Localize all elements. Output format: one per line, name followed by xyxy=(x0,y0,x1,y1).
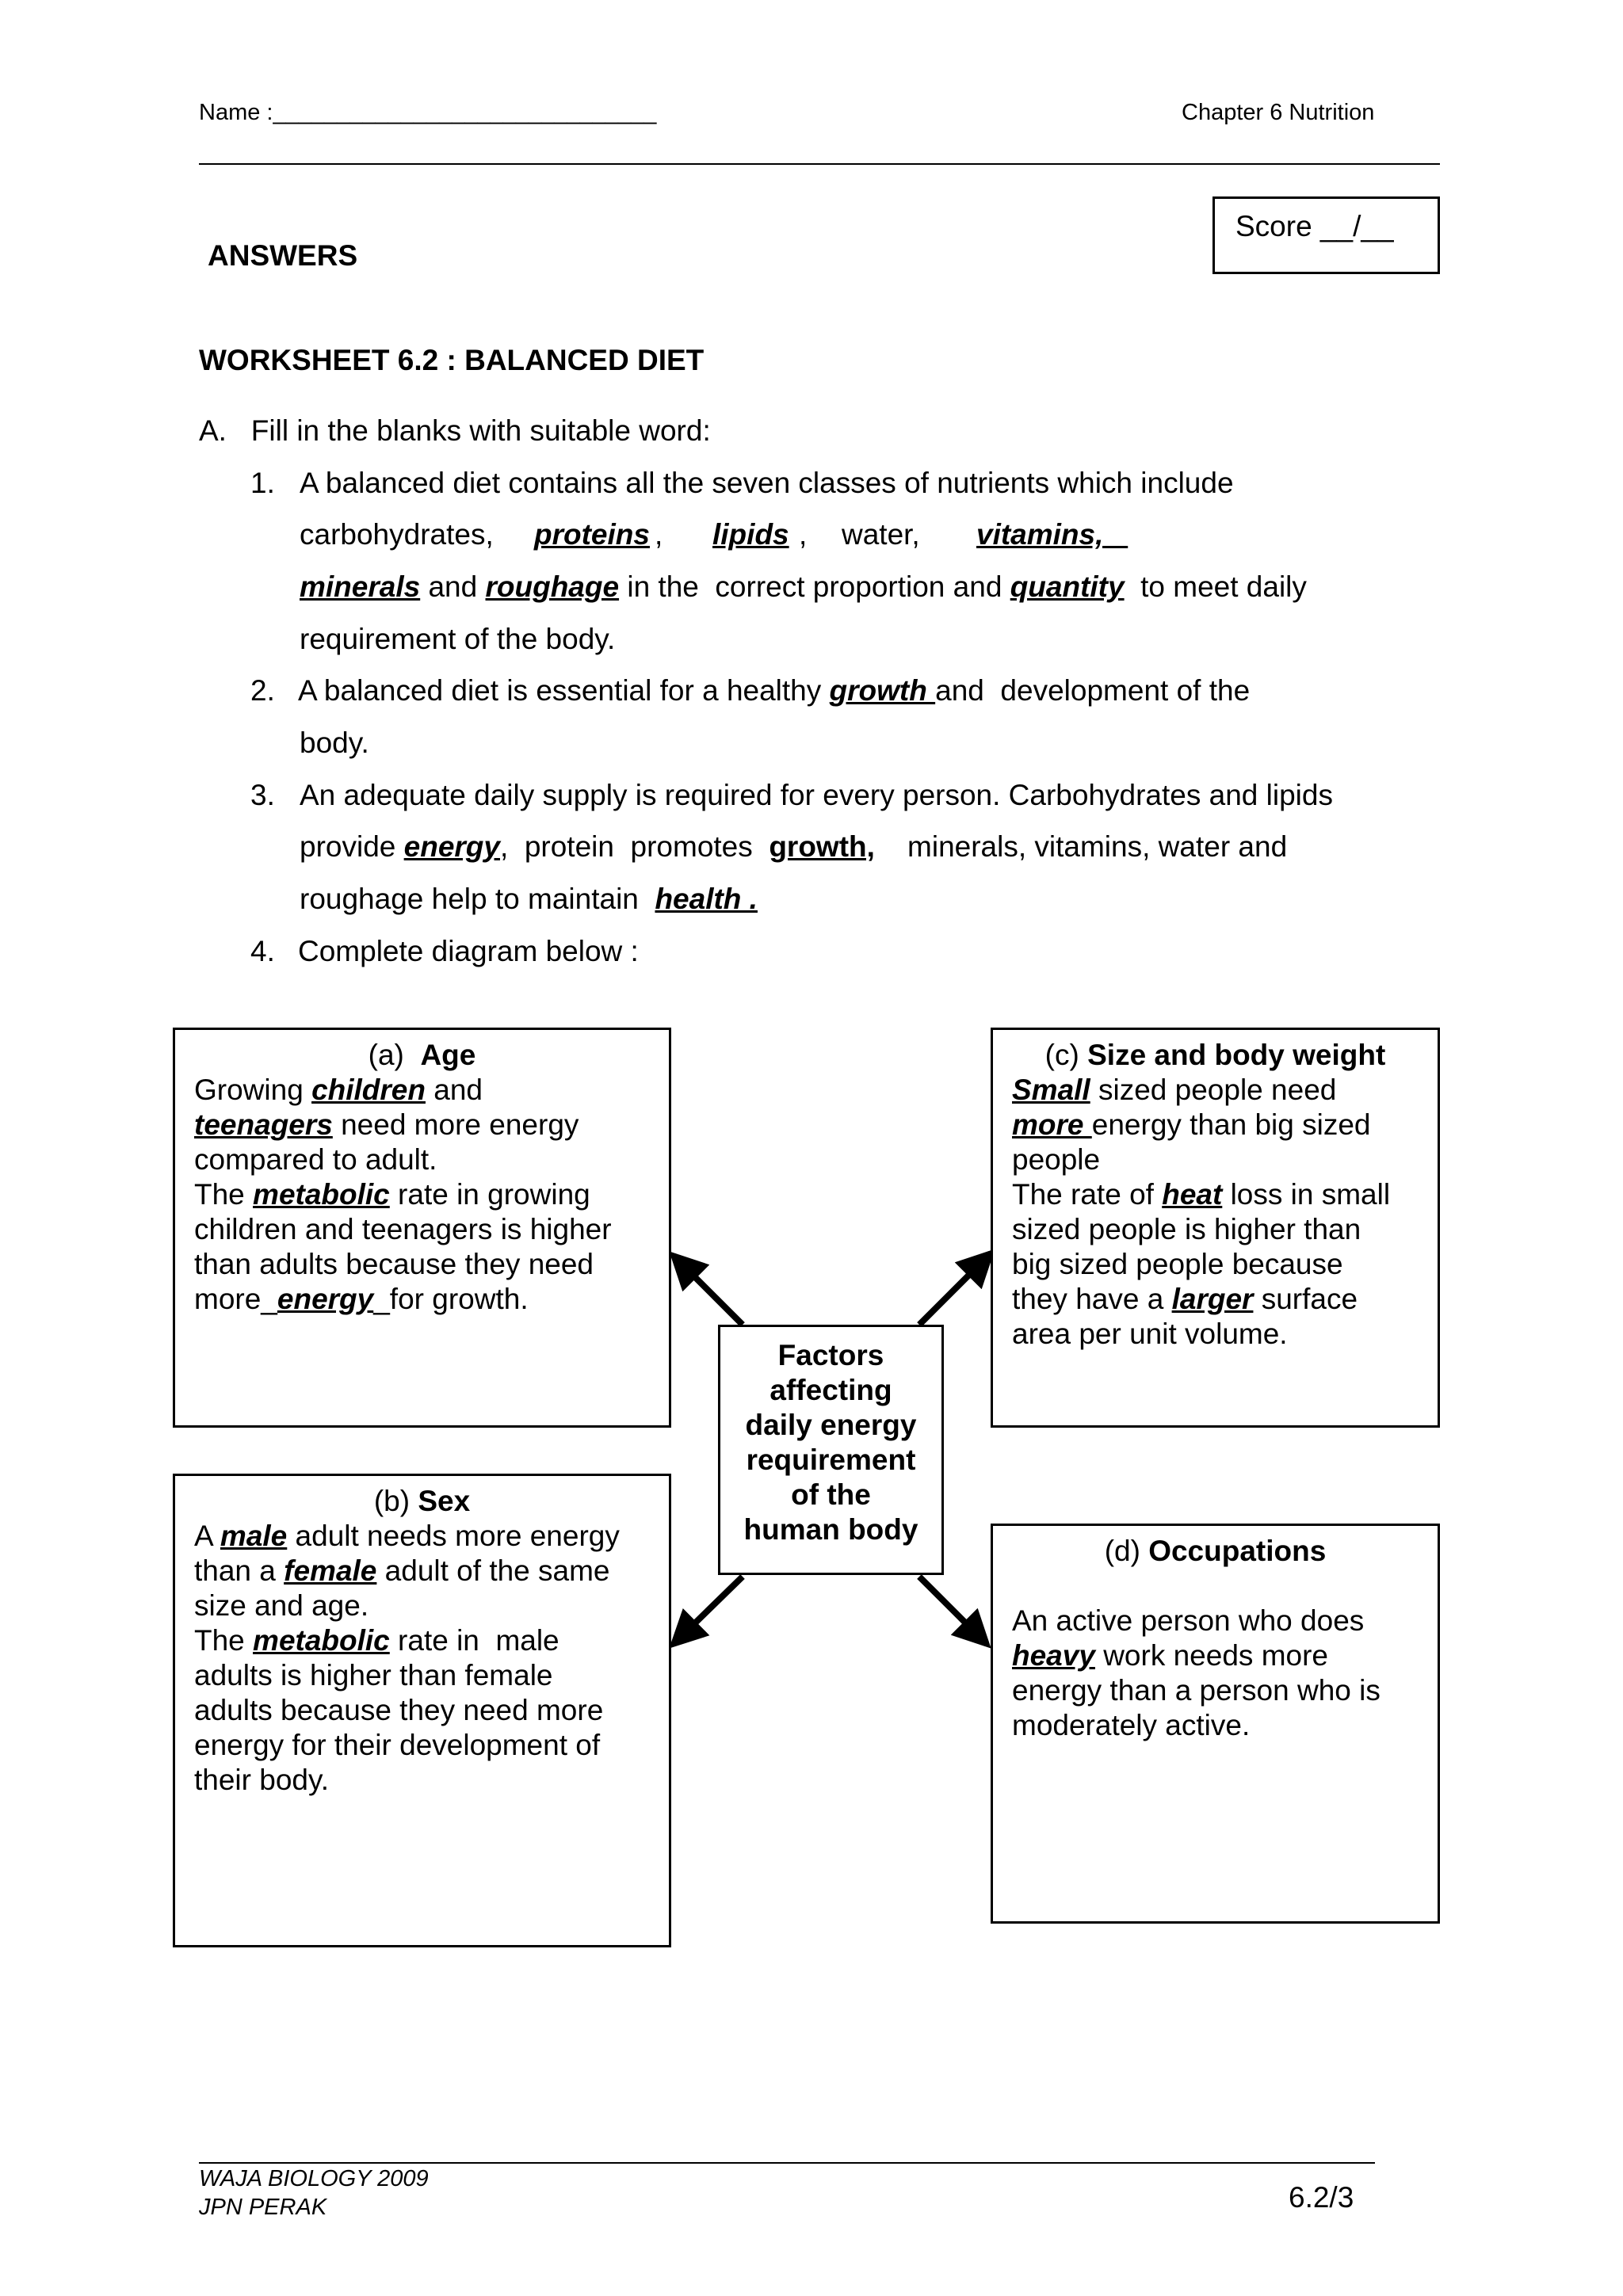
name-field-label: Name :______________________________ xyxy=(199,100,657,125)
age-line-1: Growing children and xyxy=(194,1074,483,1106)
age-line-4: The metabolic rate in growing xyxy=(194,1178,590,1211)
q3-post: minerals, vitamins, water and xyxy=(874,830,1288,863)
size-line-6: big sized people because xyxy=(1012,1248,1343,1280)
sex-line-8: their body. xyxy=(194,1764,330,1796)
age-line-6: than adults because they need xyxy=(194,1248,594,1280)
q3-line3 xyxy=(300,883,758,916)
arrow-to-sex xyxy=(674,1577,743,1644)
q2-line1 xyxy=(298,674,1250,707)
size-title xyxy=(1012,1038,1419,1073)
footer-line-1: WAJA BIOLOGY 2009 xyxy=(199,2166,429,2191)
header-rule xyxy=(199,163,1440,165)
q2-number: 2. xyxy=(250,674,275,707)
occupations-line-1: An active person who does xyxy=(1012,1604,1365,1637)
size-answer-more: more xyxy=(1012,1108,1092,1141)
q1-comma2: , xyxy=(799,518,808,551)
age-line-5: children and teenagers is higher xyxy=(194,1213,612,1245)
q4-text: Complete diagram below : xyxy=(298,935,639,967)
worksheet-title: WORKSHEET 6.2 : BALANCED DIET xyxy=(199,344,705,376)
score-box xyxy=(1212,196,1440,274)
q2-post: and development of the xyxy=(935,674,1251,707)
center-line-5: of the xyxy=(791,1478,871,1511)
size-title-text: Size and body weight xyxy=(1087,1039,1386,1071)
occupations-line-3: energy than a person who is xyxy=(1012,1674,1381,1707)
page-number: 6.2/3 xyxy=(1289,2181,1354,2214)
q1-answer-vitamins: vitamins, xyxy=(976,518,1128,551)
age-title-prefix: (a) xyxy=(368,1039,421,1071)
sex-answer-female: female xyxy=(284,1554,377,1587)
age-box xyxy=(173,1028,671,1428)
age-title-text: Age xyxy=(420,1039,476,1071)
age-line-7: more_energy_for growth. xyxy=(194,1283,529,1315)
q1-carbohydrates: carbohydrates, xyxy=(300,518,494,551)
q1-answer-lipids: lipids xyxy=(712,518,789,551)
sex-answer-metabolic: metabolic xyxy=(253,1624,390,1657)
chapter-label: Chapter 6 Nutrition xyxy=(1182,100,1375,125)
sex-title xyxy=(194,1484,650,1519)
q2-answer-growth: growth xyxy=(829,674,936,707)
size-line-3: people xyxy=(1012,1143,1101,1176)
sex-box xyxy=(173,1474,671,1947)
q1-number: 1. xyxy=(250,467,275,499)
q1-answer-quantity: quantity xyxy=(1010,570,1125,603)
q3-mid: , protein promotes xyxy=(499,830,769,863)
q4-number: 4. xyxy=(250,935,275,967)
age-line-3: compared to adult. xyxy=(194,1143,437,1176)
q3-answer-health: health . xyxy=(655,883,758,915)
occupations-title xyxy=(1012,1534,1419,1569)
age-title xyxy=(194,1038,650,1073)
sex-title-text: Sex xyxy=(418,1485,471,1517)
q1-answer-proteins: proteins xyxy=(534,518,650,551)
sex-line-2: than a female adult of the same xyxy=(194,1554,610,1587)
size-line-7: they have a larger surface xyxy=(1012,1283,1358,1315)
center-line-2: affecting xyxy=(769,1374,892,1406)
q1-line1: A balanced diet contains all the seven classes of nutrients which include xyxy=(300,467,1234,499)
size-line-8: area per unit volume. xyxy=(1012,1318,1288,1350)
size-line-2: more energy than big sized xyxy=(1012,1108,1371,1141)
sex-line-4: The metabolic rate in male xyxy=(194,1624,559,1657)
center-line-6: human body xyxy=(743,1513,918,1546)
arrow-to-age xyxy=(674,1256,743,1325)
sex-answer-male: male xyxy=(220,1520,288,1552)
answers-label: ANSWERS xyxy=(208,239,358,272)
sex-line-7: energy for their development of xyxy=(194,1729,601,1761)
q1-line4: requirement of the body. xyxy=(300,623,616,655)
occupations-title-prefix: (d) xyxy=(1104,1535,1149,1567)
sex-line-6: adults because they need more xyxy=(194,1694,604,1726)
arrow-to-occupations xyxy=(919,1577,987,1644)
q1-comma1: , xyxy=(655,518,663,551)
size-line-5: sized people is higher than xyxy=(1012,1213,1361,1245)
q1-answer-minerals: minerals xyxy=(300,570,421,603)
q1-and: and xyxy=(420,570,486,603)
age-line-2: teenagers need more energy xyxy=(194,1108,579,1141)
center-factors-box xyxy=(718,1325,944,1575)
q1-line3 xyxy=(300,570,1307,604)
q3-provide: provide xyxy=(300,830,404,863)
size-line-1: Small sized people need xyxy=(1012,1074,1337,1106)
age-answer-teenagers: teenagers xyxy=(194,1108,333,1141)
size-answer-heat: heat xyxy=(1162,1178,1223,1211)
score-label: Score __/__ xyxy=(1235,210,1394,242)
center-line-1: Factors xyxy=(777,1339,884,1371)
size-box xyxy=(991,1028,1440,1428)
occupations-title-text: Occupations xyxy=(1148,1535,1327,1567)
size-answer-small: Small xyxy=(1012,1074,1090,1106)
footer-line-2: JPN PERAK xyxy=(199,2195,327,2220)
q1-end: to meet daily xyxy=(1124,570,1307,603)
q1-answer-roughage: roughage xyxy=(485,570,620,603)
size-title-prefix: (c) xyxy=(1044,1039,1088,1071)
sex-line-5: adults is higher than female xyxy=(194,1659,553,1691)
size-answer-larger: larger xyxy=(1171,1283,1254,1315)
q2-pre: A balanced diet is essential for a healthy xyxy=(298,674,830,707)
age-answer-energy: energy xyxy=(277,1283,374,1315)
occupations-line-2: heavy work needs more xyxy=(1012,1639,1328,1672)
age-answer-children: children xyxy=(311,1074,426,1106)
center-line-4: requirement xyxy=(746,1444,916,1476)
footer-rule xyxy=(199,2162,1375,2164)
q3-line1: An adequate daily supply is required for every person. Carbohydrates and lipids xyxy=(300,779,1333,811)
occupations-line-4: moderately active. xyxy=(1012,1709,1251,1741)
occupations-spacer xyxy=(1012,1569,1419,1604)
size-line-4: The rate of heat loss in small xyxy=(1012,1178,1391,1211)
arrow-to-size xyxy=(919,1253,991,1325)
q3-number: 3. xyxy=(250,779,275,811)
q3-answer-energy: energy xyxy=(403,830,500,863)
q1-mid: in the correct proportion and xyxy=(619,570,1010,603)
q3-answer-growth: growth, xyxy=(769,830,875,863)
occupations-answer-heavy: heavy xyxy=(1012,1639,1095,1672)
sex-title-prefix: (b) xyxy=(373,1485,418,1517)
q2-line2: body. xyxy=(300,727,369,759)
age-answer-metabolic: metabolic xyxy=(253,1178,390,1211)
q3-pre3: roughage help to maintain xyxy=(300,883,655,915)
center-line-3: daily energy xyxy=(745,1409,917,1441)
section-a-instruction: A. Fill in the blanks with suitable word: xyxy=(199,414,711,447)
sex-line-3: size and age. xyxy=(194,1589,369,1622)
q3-line2 xyxy=(300,830,1287,864)
q1-water: water, xyxy=(842,518,920,551)
occupations-box xyxy=(991,1524,1440,1924)
sex-line-1: A male adult needs more energy xyxy=(194,1520,620,1552)
